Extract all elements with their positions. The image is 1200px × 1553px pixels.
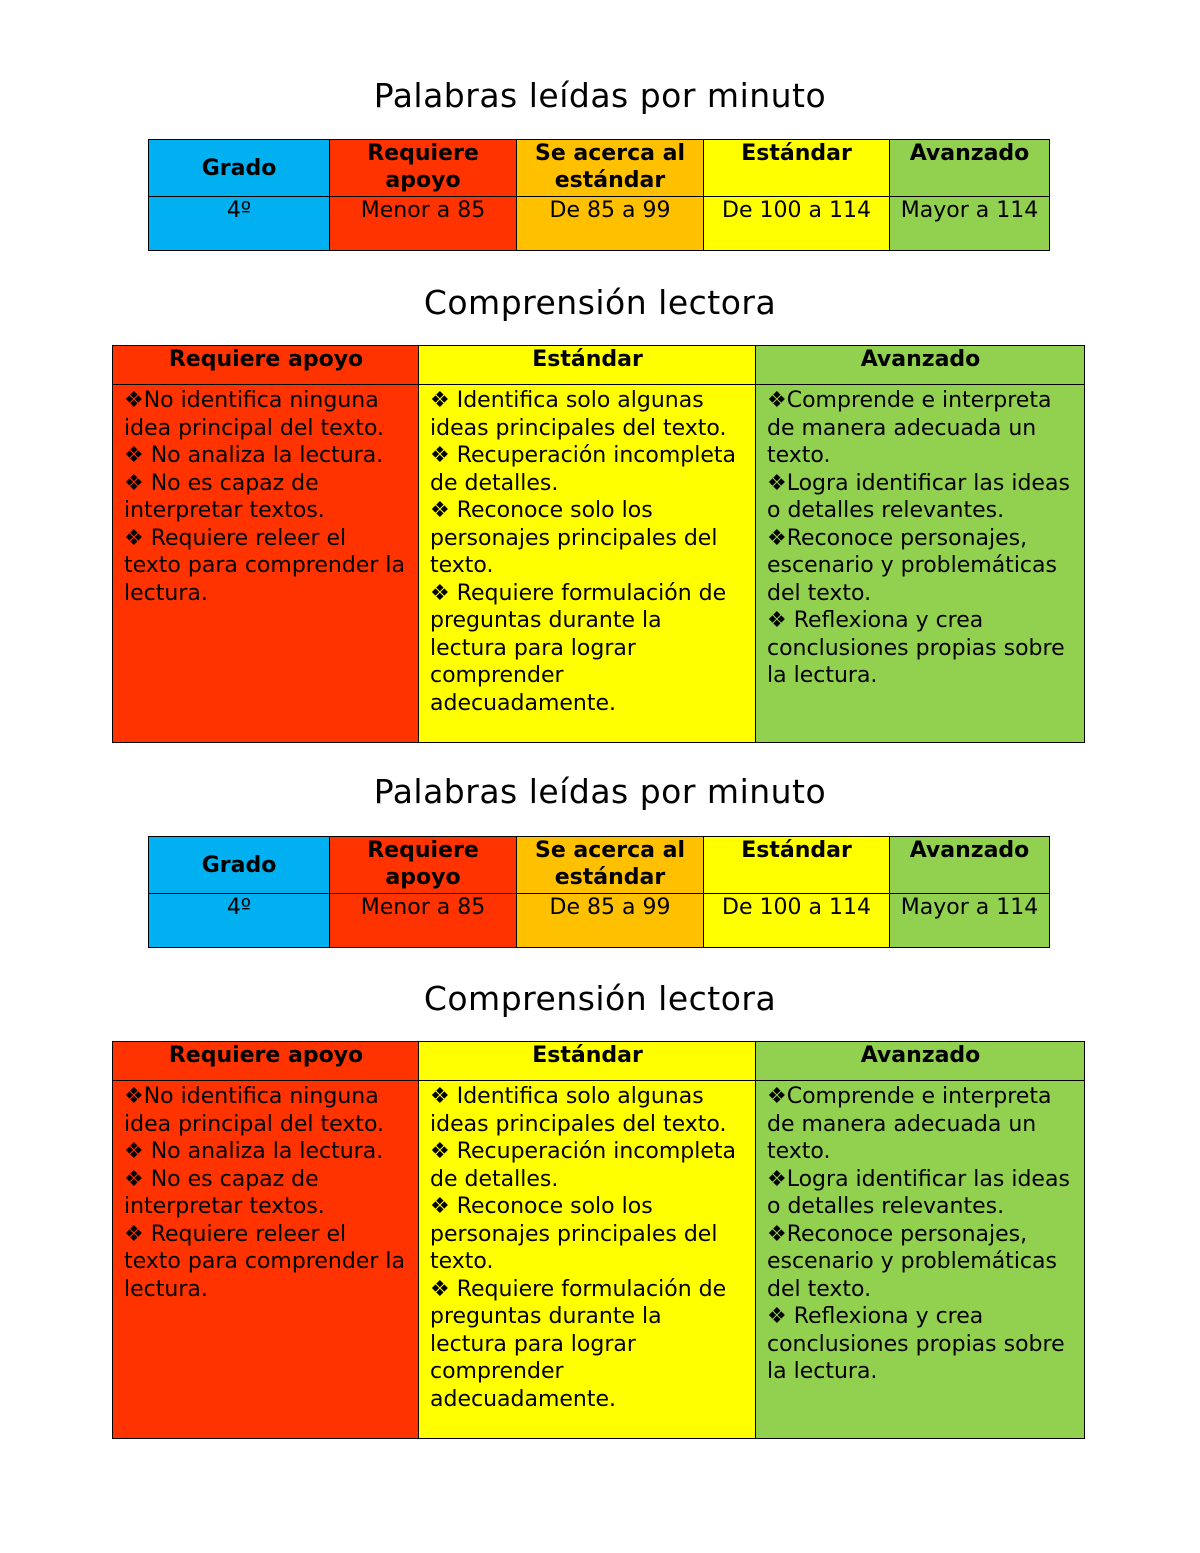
wpm-header-row [149,837,1050,894]
list-item: ❖ Reflexiona y crea conclusiones propias sobre la lectura. [767,1304,1065,1384]
list-item: ❖ Identifica solo algunas ideas principales del texto. [430,388,727,441]
comp-header-row [113,1042,1085,1081]
wpm-table [148,836,1050,948]
value-requiere-apoyo: Menor a 85 [330,894,517,948]
value-se-acerca: De 85 a 99 [517,197,704,251]
comp-header-requiere-apoyo: Requiere apoyo [113,1042,419,1081]
comp-header-estandar: Estándar [419,1042,756,1081]
wpm-header-row [149,140,1050,197]
value-requiere-apoyo: Menor a 85 [330,197,517,251]
list-item: ❖No identifica ninguna idea principal del texto. [124,388,385,441]
value-avanzado: Mayor a 114 [890,197,1050,251]
header-avanzado: Avanzado [890,837,1050,894]
comp-body-row [113,385,1085,743]
list-item: ❖ Reconoce solo los personajes principales del texto. [430,498,718,578]
header-requiere-apoyo: Requiere apoyo [330,140,517,197]
header-requiere-apoyo: Requiere apoyo [330,837,517,894]
header-se-acerca: Se acerca al estándar [517,837,704,894]
header-estandar: Estándar [704,140,890,197]
comp-cell-avanzado [756,1081,1085,1439]
comp-body-row [113,1081,1085,1439]
comp-header-requiere-apoyo: Requiere apoyo [113,346,419,385]
value-estandar: De 100 a 114 [704,894,890,948]
comp-cell-estandar [419,1081,756,1439]
header-avanzado: Avanzado [890,140,1050,197]
list-item: ❖ Identifica solo algunas ideas principales del texto. [430,1084,727,1137]
list-item: ❖ Reconoce solo los personajes principales del texto. [430,1194,718,1274]
header-grado: Grado [149,837,330,894]
list-item: ❖ Recuperación incompleta de detalles. [430,1139,736,1192]
header-estandar: Estándar [704,837,890,894]
list-item: ❖ Recuperación incompleta de detalles. [430,443,736,496]
comp-header-avanzado: Avanzado [756,346,1085,385]
wpm-title: Palabras leídas por minuto [373,772,827,811]
list-item: ❖ No es capaz de interpretar textos. [124,1166,325,1219]
list-item: ❖Reconoce personajes, escenario y problemáticas del texto. [767,1221,1057,1302]
list-item: ❖ Requiere formulación de preguntas durante la lectura para lograr comprender adecuadamente. [430,1276,727,1412]
value-avanzado: Mayor a 114 [890,894,1050,948]
comp-cell-requiere-apoyo [113,1081,419,1439]
list-item: ❖Logra identificar las ideas o detalles relevantes. [767,470,1070,523]
comp-header-row [113,346,1085,385]
wpm-table [148,139,1050,251]
list-item: ❖No identifica ninguna idea principal del texto. [124,1084,385,1137]
list-item: ❖ Requiere releer el texto para comprender la lectura. [124,1221,405,1302]
value-grado: 4º [149,197,330,251]
value-grado: 4º [149,894,330,948]
header-se-acerca: Se acerca al estándar [517,140,704,197]
list-item: ❖Reconoce personajes, escenario y problemáticas del texto. [767,525,1057,606]
comp-cell-requiere-apoyo [113,385,419,743]
list-item: ❖Logra identificar las ideas o detalles relevantes. [767,1166,1070,1219]
list-item: ❖ No analiza la lectura. [124,1139,384,1164]
comp-table [112,345,1085,743]
header-grado: Grado [149,140,330,197]
comp-header-estandar: Estándar [419,346,756,385]
comp-header-avanzado: Avanzado [756,1042,1085,1081]
list-item: ❖ Requiere formulación de preguntas durante la lectura para lograr comprender adecuadamente. [430,580,727,716]
comp-cell-avanzado [756,385,1085,743]
comp-cell-estandar [419,385,756,743]
list-item: ❖ No analiza la lectura. [124,443,384,468]
value-estandar: De 100 a 114 [704,197,890,251]
wpm-title: Palabras leídas por minuto [373,76,827,115]
list-item: ❖Comprende e interpreta de manera adecuada un texto. [767,388,1052,468]
list-item: ❖ No es capaz de interpretar textos. [124,470,325,523]
list-item: ❖ Requiere releer el texto para comprender la lectura. [124,525,405,606]
list-item: ❖ Reflexiona y crea conclusiones propias sobre la lectura. [767,608,1065,688]
wpm-value-row [149,197,1050,251]
wpm-value-row [149,894,1050,948]
value-se-acerca: De 85 a 99 [517,894,704,948]
comp-table [112,1041,1085,1439]
comp-title: Comprensión lectora [423,979,777,1018]
list-item: ❖Comprende e interpreta de manera adecuada un texto. [767,1084,1052,1164]
comp-title: Comprensión lectora [423,283,777,322]
